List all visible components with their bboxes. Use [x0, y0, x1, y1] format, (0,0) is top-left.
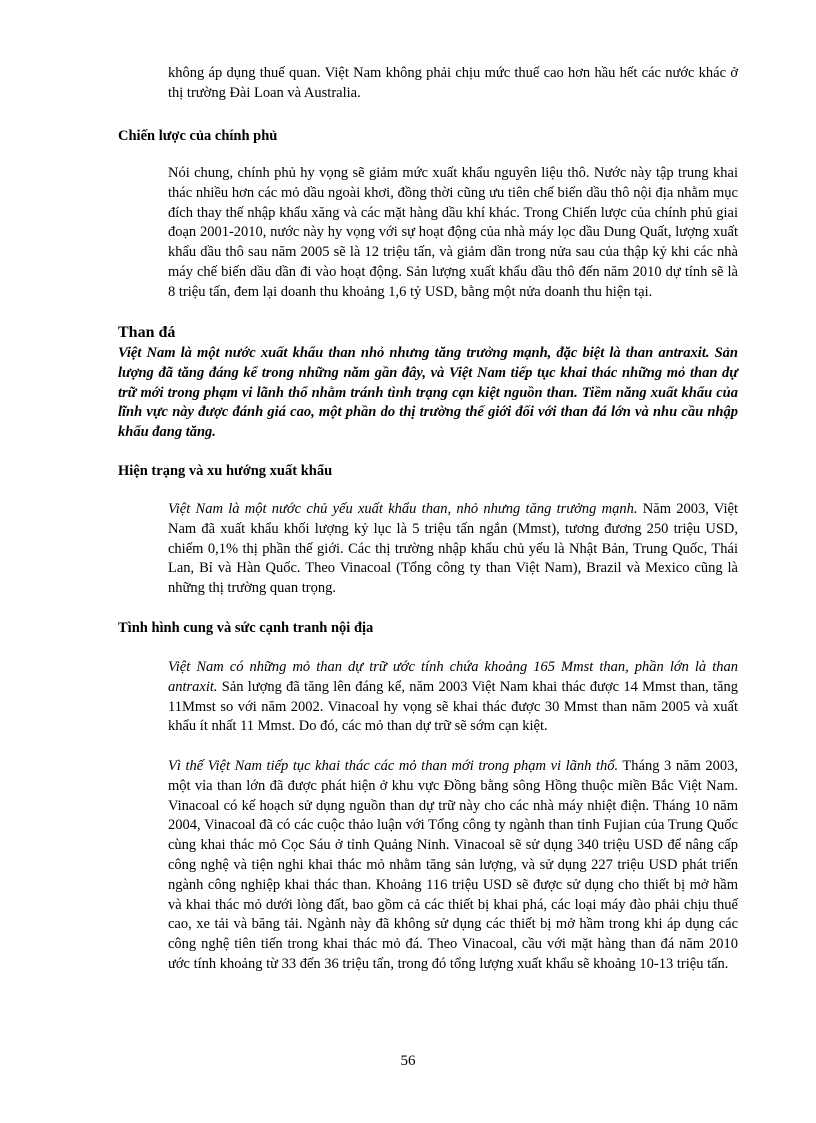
- heading-coal: Than đá: [118, 324, 176, 341]
- heading-export-status: Hiện trạng và xu hướng xuất khẩu: [118, 463, 333, 479]
- domestic-supply-body: Sản lượng đã tăng lên đáng kể, năm 2003 Việt Nam khai thác được 14 Mmst than, tăng 11Mmst so với năm 2002. Vinacoal hy vọng sẽ khai thác được 30 Mmst than năm 2005 và xuất khẩu ít nhất 11 Mmst. Do đó, các mỏ than dự trữ sẽ sớm cạn kiệt.: [168, 678, 738, 735]
- paragraph-domestic-supply: [168, 658, 738, 737]
- paragraph-export-status: [168, 500, 738, 599]
- heading-domestic-supply: Tình hình cung và sức cạnh tranh nội địa: [118, 620, 374, 636]
- domestic-supply-lead: Việt Nam có những mỏ than dự trữ ước tính chứa khoảng 165 Mmst than, phần lớn là than antraxit.: [168, 659, 738, 695]
- new-mines-lead: Vì thế Việt Nam tiếp tục khai thác các mỏ than mới trong phạm vi lãnh thổ.: [168, 758, 619, 774]
- paragraph-coal-summary: Việt Nam là một nước xuất khẩu than nhỏ nhưng tăng trưởng mạnh, đặc biệt là than antraxit. Sản lượng đã tăng đáng kể trong những năm gần đây, và Việt Nam tiếp tục khai thác những mỏ than dự trữ mới trong phạm vi lãnh thổ nhằm tránh tình trạng cạn kiệt nguồn than. Tiềm năng xuất khẩu của lĩnh vực này được đánh giá cao, một phần do thị trường thế giới đối với than đá lớn và nhu cầu nhập khẩu đang tăng.: [118, 345, 738, 441]
- paragraph-government-strategy: Nói chung, chính phủ hy vọng sẽ giảm mức xuất khẩu nguyên liệu thô. Nước này tập trung khai thác nhiều hơn các mỏ dầu ngoài khơi, đồng thời cũng ưu tiên chế biến dầu thô nội địa nhằm mục đích thay thế nhập khẩu xăng và các mặt hàng dầu khí khác. Trong Chiến lược của chính phủ giai đoạn 2001-2010, nước này hy vọng với sự hoạt động của nhà máy lọc dầu Dung Quất, lượng xuất khẩu dầu thô sau năm 2005 sẽ là 12 triệu tấn, và giảm dần trong nửa sau của thập kỷ khi các nhà máy chế biến dầu dần đi vào hoạt động. Sản lượng xuất khẩu dầu thô đến năm 2010 dự tính sẽ là 8 triệu tấn, đem lại doanh thu khoảng 1,6 tỷ USD, bằng một nửa doanh thu hiện tại.: [168, 165, 738, 300]
- page-number: 56: [400, 1053, 416, 1069]
- new-mines-body: Tháng 3 năm 2003, một vỉa than lớn đã được phát hiện ở khu vực Đồng bằng sông Hồng thuộc miền Bắc Việt Nam. Vinacoal có kế hoạch sử dụng nguồn than dự trữ này cho các nhà máy nhiệt điện. Tháng 10 năm 2004, Vinacoal đã có các cuộc thảo luận với Tổng công ty ngành than tỉnh Fujian của Trung Quốc cùng khai thác mỏ Cọc Sáu ở tỉnh Quảng Ninh. Vinacoal sẽ sử dụng 340 triệu USD để nâng cấp công nghệ và tiện nghi khai thác mỏ nhằm tăng sản lượng, và sử dụng 227 triệu USD phát triển ngành công nghiệp khai thác than. Khoảng 116 triệu USD sẽ được sử dụng cho thiết bị mở hầm và khai thác mỏ dưới lòng đất, bao gồm cả các thiết bị khai phá, các loại máy đào phải chịu thuế cao, xe tải và băng tải. Ngành này đã không sử dụng các thiết bị mở hầm trong khi áp dụng các công nghệ tiên tiến trong khai thác mỏ đá. Theo Vinacoal, cầu với mặt hàng than đá năm 2010 ước tính khoảng từ 33 đến 36 triệu tấn, trong đó tổng lượng xuất khẩu sẽ khoảng 10-13 triệu tấn.: [168, 758, 739, 972]
- heading-government-strategy: Chiến lược của chính phủ: [118, 128, 278, 144]
- paragraph-intro: không áp dụng thuế quan. Việt Nam không phải chịu mức thuế cao hơn hầu hết các nước khác ở thị trường Đài Loan và Australia.: [168, 65, 738, 101]
- export-status-body: Năm 2003, Việt Nam đã xuất khẩu khối lượng kỷ lục là 5 triệu tấn ngắn (Mmst), tương đương 250 triệu USD, chiếm 0,1% thị phần thế giới. Các thị trường nhập khẩu chủ yếu là Nhật Bản, Trung Quốc, Thái Lan, Bỉ và Hàn Quốc. Theo Vinacoal (Tổng công ty than Việt Nam), Brazil và Mexico cũng là những thị trường quan trọng.: [168, 501, 738, 597]
- paragraph-new-mines: [168, 757, 738, 975]
- export-status-lead: Việt Nam là một nước chủ yếu xuất khẩu than, nhỏ nhưng tăng trưởng mạnh.: [168, 501, 638, 517]
